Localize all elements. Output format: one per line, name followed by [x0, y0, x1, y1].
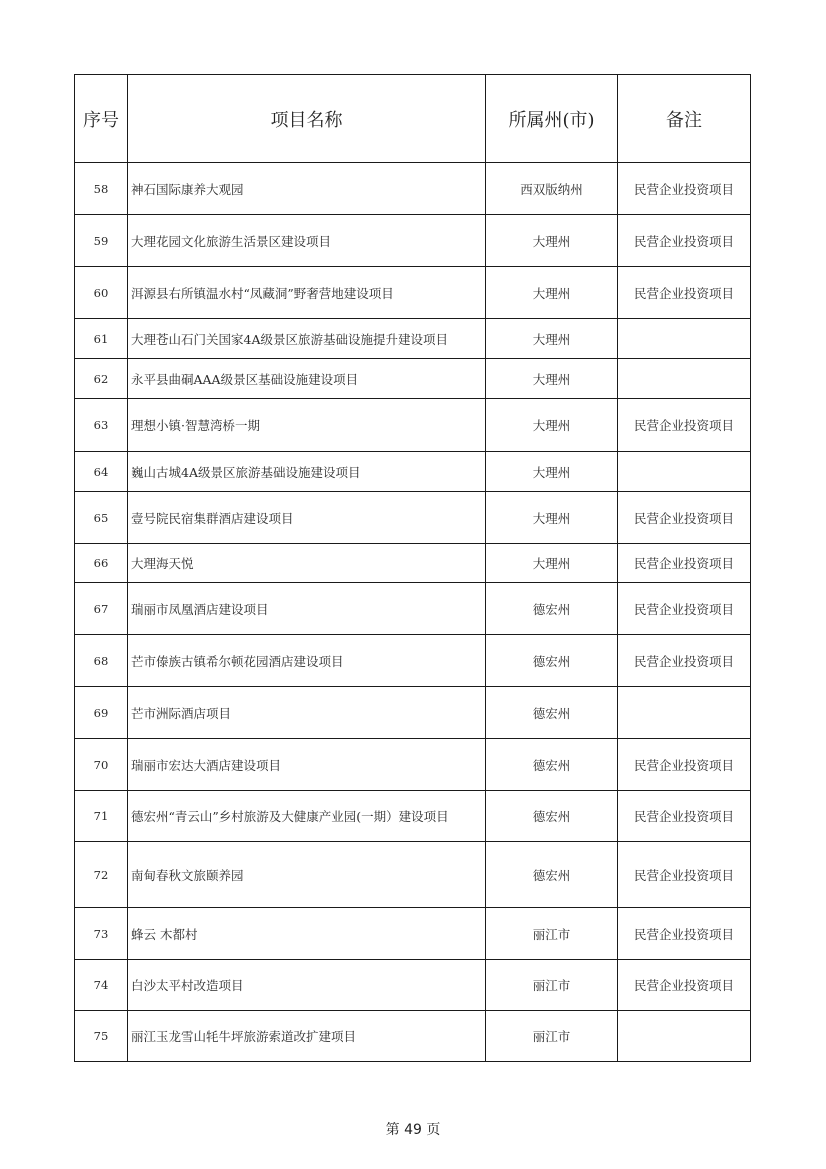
project-name: 永平县曲硐AAA级景区基础设施建设项目	[128, 359, 486, 399]
note: 民营企业投资项目	[618, 960, 751, 1011]
table-row	[75, 544, 751, 583]
table-row	[75, 687, 751, 739]
project-name: 壹号院民宿集群酒店建设项目	[128, 492, 486, 544]
note: 民营企业投资项目	[618, 215, 751, 267]
header-number: 序号	[75, 75, 128, 163]
project-name: 芒市傣族古镇希尔顿花园酒店建设项目	[128, 635, 486, 687]
project-name: 白沙太平村改造项目	[128, 960, 486, 1011]
table-row	[75, 791, 751, 842]
region: 德宏州	[486, 687, 618, 739]
region: 丽江市	[486, 1011, 618, 1062]
row-number: 70	[75, 739, 128, 791]
row-number: 68	[75, 635, 128, 687]
row-number: 59	[75, 215, 128, 267]
row-number: 66	[75, 544, 128, 583]
table-row	[75, 635, 751, 687]
note: 民营企业投资项目	[618, 399, 751, 452]
note: 民营企业投资项目	[618, 908, 751, 960]
note	[618, 1011, 751, 1062]
table-row	[75, 319, 751, 359]
region: 大理州	[486, 544, 618, 583]
row-number: 74	[75, 960, 128, 1011]
project-name: 大理海天悦	[128, 544, 486, 583]
region: 西双版纳州	[486, 163, 618, 215]
project-name: 丽江玉龙雪山牦牛坪旅游索道改扩建项目	[128, 1011, 486, 1062]
note: 民营企业投资项目	[618, 583, 751, 635]
table-row	[75, 452, 751, 492]
region: 丽江市	[486, 908, 618, 960]
table-row	[75, 267, 751, 319]
table-row	[75, 163, 751, 215]
row-number: 67	[75, 583, 128, 635]
note: 民营企业投资项目	[618, 163, 751, 215]
note: 民营企业投资项目	[618, 544, 751, 583]
note	[618, 319, 751, 359]
project-name: 蜂云 木都村	[128, 908, 486, 960]
region: 大理州	[486, 399, 618, 452]
row-number: 75	[75, 1011, 128, 1062]
table-header-row	[75, 75, 751, 163]
region: 大理州	[486, 492, 618, 544]
note: 民营企业投资项目	[618, 739, 751, 791]
row-number: 62	[75, 359, 128, 399]
row-number: 73	[75, 908, 128, 960]
table-row	[75, 1011, 751, 1062]
project-table	[74, 74, 751, 1062]
header-note: 备注	[618, 75, 751, 163]
project-name: 德宏州“青云山”乡村旅游及大健康产业园(一期）建设项目	[128, 791, 486, 842]
page-number: 第 49 页	[385, 1122, 441, 1138]
row-number: 64	[75, 452, 128, 492]
project-name: 芒市洲际酒店项目	[128, 687, 486, 739]
table-body	[75, 163, 751, 1062]
row-number: 72	[75, 842, 128, 908]
project-name: 神石国际康养大观园	[128, 163, 486, 215]
region: 德宏州	[486, 583, 618, 635]
region: 丽江市	[486, 960, 618, 1011]
table-row	[75, 359, 751, 399]
note: 民营企业投资项目	[618, 267, 751, 319]
region: 德宏州	[486, 791, 618, 842]
table-row	[75, 908, 751, 960]
project-name: 理想小镇·智慧湾桥一期	[128, 399, 486, 452]
region: 大理州	[486, 215, 618, 267]
project-name: 瑞丽市凤凰酒店建设项目	[128, 583, 486, 635]
project-name: 巍山古城4A级景区旅游基础设施建设项目	[128, 452, 486, 492]
table-row	[75, 960, 751, 1011]
table-row	[75, 739, 751, 791]
project-name: 大理苍山石门关国家4A级景区旅游基础设施提升建设项目	[128, 319, 486, 359]
table-row	[75, 492, 751, 544]
row-number: 69	[75, 687, 128, 739]
row-number: 61	[75, 319, 128, 359]
note	[618, 452, 751, 492]
table-row	[75, 215, 751, 267]
region: 大理州	[486, 359, 618, 399]
region: 德宏州	[486, 739, 618, 791]
region: 大理州	[486, 267, 618, 319]
project-name: 南甸春秋文旅颐养园	[128, 842, 486, 908]
region: 大理州	[486, 452, 618, 492]
note: 民营企业投资项目	[618, 492, 751, 544]
table-row	[75, 842, 751, 908]
project-name: 瑞丽市宏达大酒店建设项目	[128, 739, 486, 791]
row-number: 65	[75, 492, 128, 544]
header-region: 所属州(市)	[486, 75, 618, 163]
region: 德宏州	[486, 635, 618, 687]
table-row	[75, 583, 751, 635]
note: 民营企业投资项目	[618, 635, 751, 687]
row-number: 63	[75, 399, 128, 452]
region: 德宏州	[486, 842, 618, 908]
note: 民营企业投资项目	[618, 842, 751, 908]
table-row	[75, 399, 751, 452]
row-number: 71	[75, 791, 128, 842]
project-name: 洱源县右所镇温水村“凤藏洞”野奢营地建设项目	[128, 267, 486, 319]
region: 大理州	[486, 319, 618, 359]
row-number: 58	[75, 163, 128, 215]
note	[618, 687, 751, 739]
row-number: 60	[75, 267, 128, 319]
note: 民营企业投资项目	[618, 791, 751, 842]
note	[618, 359, 751, 399]
header-project-name: 项目名称	[128, 75, 486, 163]
project-name: 大理花园文化旅游生活景区建设项目	[128, 215, 486, 267]
